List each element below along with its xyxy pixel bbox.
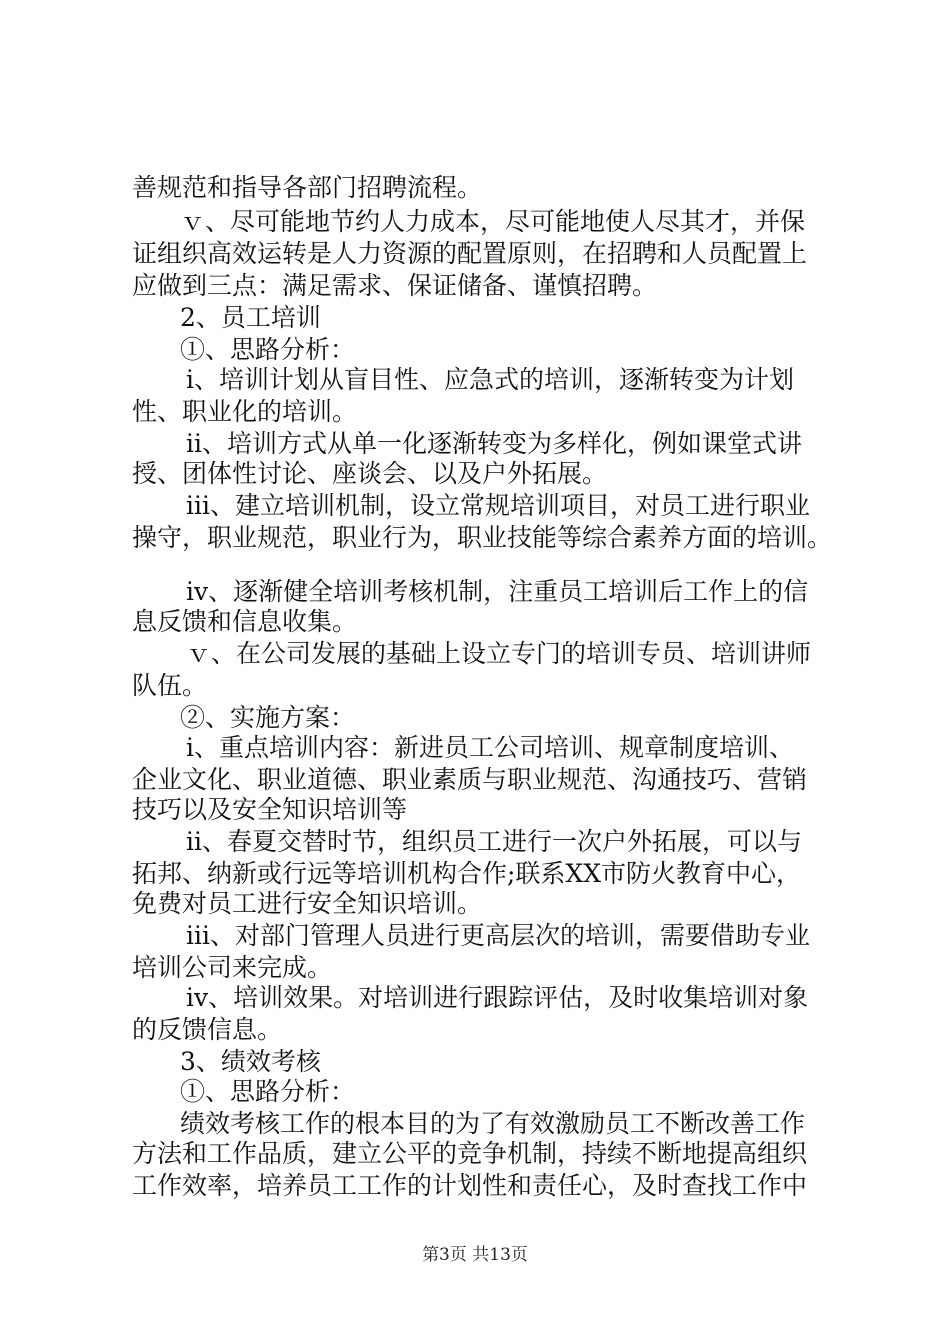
text-line: ⅳ、逐渐健全培训考核机制，注重员工培训后工作上的信: [186, 577, 809, 606]
text-line: 操守，职业规范，职业行为，职业技能等综合素养方面的培训。: [132, 523, 833, 552]
subsection-heading: ①、思路分析：: [180, 1077, 356, 1106]
subsection-heading: ②、实施方案：: [180, 703, 356, 732]
text-line: ⅱ、培训方式从单一化逐渐转变为多样化，例如课堂式讲: [186, 429, 802, 458]
text-line: ⅱ、春夏交替时节，组织员工进行一次户外拓展，可以与: [186, 827, 802, 856]
text-line: 工作效率，培养员工工作的计划性和责任心，及时查找工作中: [132, 1171, 808, 1200]
text-line: 息反馈和信息收集。: [132, 607, 358, 636]
text-line: 队伍。: [132, 671, 208, 700]
text-line: 培训公司来完成。: [132, 953, 333, 982]
text-line: 性、职业化的培训。: [132, 397, 358, 426]
page-number-footer: 第3页 共13页: [422, 1245, 528, 1265]
text-line: ｖ、在公司发展的基础上设立专门的培训专员、培训讲师: [186, 639, 812, 668]
text-line: 绩效考核工作的根本目的为了有效激励员工不断改善工作: [180, 1109, 806, 1138]
text-line: ⅰ、重点培训内容：新进员工公司培训、规章制度培训、: [186, 733, 794, 762]
text-line: 技巧以及安全知识培训等: [132, 795, 408, 824]
text-line: 的反馈信息。: [132, 1015, 283, 1044]
text-line: 拓邦、纳新或行远等培训机构合作;联系XX市防火教育中心，: [132, 859, 802, 888]
text-line: ⅳ、培训效果。对培训进行跟踪评估，及时收集培训对象: [186, 983, 809, 1012]
text-line: 免费对员工进行安全知识培训。: [132, 889, 483, 918]
text-line: 企业文化、职业道德、职业素质与职业规范、沟通技巧、营销: [132, 765, 808, 794]
text-line: 善规范和指导各部门招聘流程。: [132, 173, 483, 202]
text-line: 证组织高效运转是人力资源的配置原则，在招聘和人员配置上: [132, 239, 808, 268]
text-line: ⅲ、建立培训机制，设立常规培训项目，对员工进行职业: [186, 491, 810, 520]
text-line: 应做到三点：满足需求、保证储备、谨慎招聘。: [132, 271, 658, 300]
section-heading: 3、绩效考核: [180, 1047, 321, 1076]
text-line: ｖ、尽可能地节约人力成本，尽可能地使人尽其才，并保: [180, 207, 806, 236]
text-line: 授、团体性讨论、座谈会、以及户外拓展。: [132, 459, 608, 488]
text-line: 方法和工作品质，建立公平的竞争机制，持续不断地提高组织: [132, 1139, 808, 1168]
text-line: ⅰ、培训计划从盲目性、应急式的培训，逐渐转变为计划: [186, 365, 794, 394]
text-line: ⅲ、对部门管理人员进行更高层次的培训，需要借助专业: [186, 921, 810, 950]
subsection-heading: ①、思路分析：: [180, 335, 356, 364]
section-heading: 2、员工培训: [180, 303, 321, 332]
